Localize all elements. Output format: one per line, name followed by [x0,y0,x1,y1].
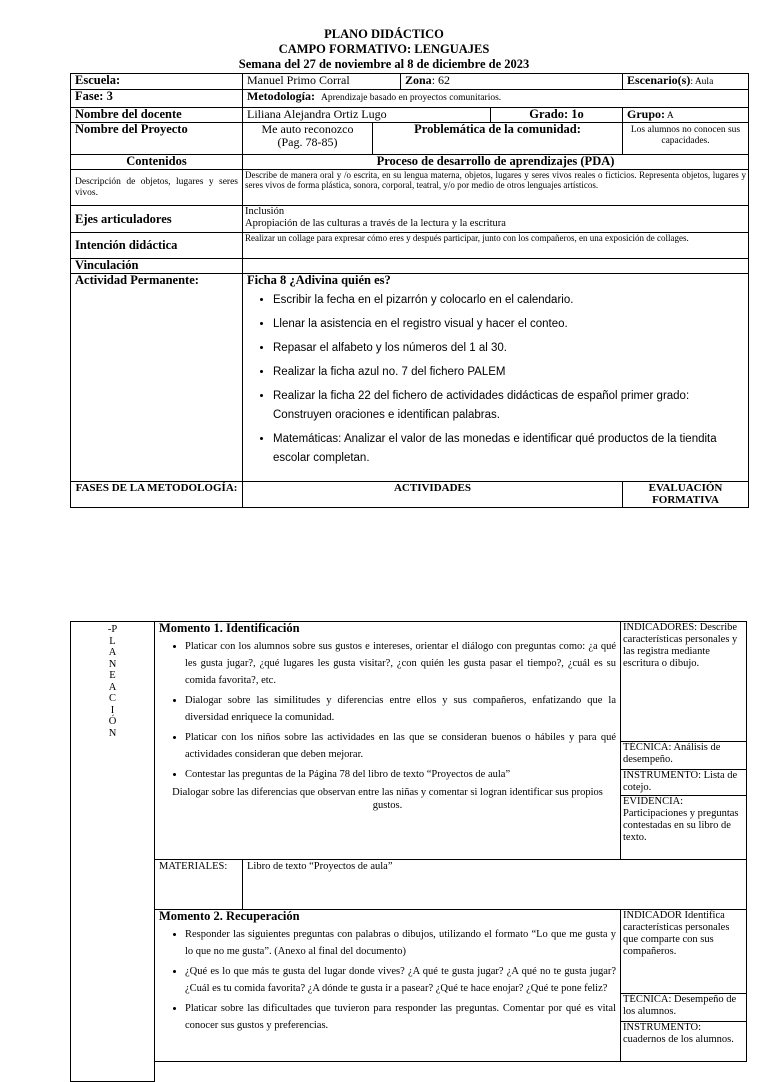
fases-label: FASES DE LA METODOLOGÍA: [71,482,243,508]
proyecto-label: Nombre del Proyecto [71,123,243,155]
ejes-value [243,206,749,233]
indicadores-1: INDICADORES: Describe características personales y las registra mediante escritura o dibujo. [621,622,747,742]
intencion-value: Realizar un collage para expresar cómo eres y después participar, junto con los compañeros, en una exposición de collages. [243,233,749,259]
list-item: • Matemáticas: Analizar el valor de las monedas e identificar qué productos de la tiendita escolar completan. [273,430,744,468]
list-item: • Responder las siguientes preguntas con palabras o dibujos, utilizando el formato “Lo que me gusta y lo que no me gusta”. (Anexo al final del documento) [185,926,616,960]
proyecto-pages: (Pag. 78-85) [277,135,338,149]
planning-table [70,621,747,1082]
document-subtitle: CAMPO FORMATIVO: LENGUAJES [278,42,490,56]
escenario-cell [623,74,749,90]
zona-label: Zona [405,73,432,87]
docente-value: Liliana Alejandra Ortiz Lugo [243,108,491,123]
tecnica-1: TÉCNICA: Análisis de desempeño. [621,742,747,770]
fase-label: Fase: 3 [71,90,243,108]
eje-inclusion: Inclusión [245,206,285,217]
list-item: • Realizar la ficha azul no. 7 del fichero PALEM [273,363,744,382]
actividad-permanente [243,274,749,482]
list-item: • Llenar la asistencia en el registro visual y hacer el conteo. [273,315,744,334]
list-item: • Platicar sobre las dificultades que tuvieron para responder las preguntas. Comentar por qué es vital conocer sus gustos y preferencias. [185,1000,616,1034]
metodologia-value: Aprendizaje basado en proyectos comunitarios. [321,93,502,103]
contenidos-label: Contenidos [71,155,243,170]
evaluacion-label: EVALUACIÓN FORMATIVA [623,482,749,508]
escenario-value: : Aula [690,77,714,87]
zona-cell [401,74,623,90]
problematica-value: Los alumnos no conocen sus capacidades. [623,123,749,155]
materiales-label: MATERIALES: [155,860,243,910]
metodologia-label: Metodología: [247,89,315,103]
instrumento-1: INSTRUMENTO: Lista de cotejo. [621,770,747,796]
zona-value: : 62 [431,73,451,87]
eje-apropiacion: Apropiación de las culturas a través de la lectura y la escritura [245,218,506,229]
pda-label: Proceso de desarrollo de aprendizajes (PDA) [243,155,749,170]
tecnica-2: TÉCNICA: Desempeño de los alumnos. [621,994,747,1022]
grupo-value: A [665,111,674,121]
momento2-cell [155,910,621,1062]
metodologia-cell [243,90,749,108]
list-item: • Realizar la ficha 22 del fichero de actividades didácticas de español primer grado: Construyen oraciones e identifican palabras. [273,387,744,425]
escuela-value: Manuel Primo Corral [243,74,401,90]
list-item: • Contestar las preguntas de la Página 78 del libro de texto “Proyectos de aula” [185,766,616,783]
indicador-2: INDICADOR Identifica características personales que comparte con sus compañeros. [621,910,747,994]
list-item: • Platicar con los niños sobre las actividades en las que se consideran buenos o hábiles y para qué actividades consideran que deben mejorar. [185,729,616,763]
plan-info-table [70,73,749,508]
momento2-list [159,926,616,1034]
list-item: • Dialogar sobre las similitudes y diferencias entre ellos y sus compañeros, enfatizando que la diversidad enriquece la comunidad. [185,692,616,726]
momento1-note: Dialogar sobre las diferencias que observan entre las niñas y comentar si logran identificar sus propios gustos. [172,787,603,811]
list-item: • ¿Qué es lo que más te gusta del lugar donde vives? ¿A qué te gusta jugar? ¿A qué no te gusta jugar? ¿Cuál es tu comida favorita? ¿A dónde te gusta ir a pasear? ¿Qué te hace enojar? ¿Qué te pone feliz? [185,963,616,997]
momento1-title: Momento 1. Identificación [159,621,300,635]
momento2-title: Momento 2. Recuperación [159,909,300,923]
ficha-title: Ficha 8 ¿Adivina quién es? [247,273,391,287]
problematica-label: Problemática de la comunidad: [373,123,623,155]
permanent-list [247,291,744,468]
document-title: PLANO DIDÁCTICO [324,27,444,41]
intencion-label: Intención didáctica [71,233,243,259]
momento1-list [159,638,616,783]
list-item: • Platicar con los alumnos sobre sus gustos e intereses, orientar el diálogo con preguntas como: ¿a qué les gusta jugar?, ¿qué lugares les gusta visitar?, ¿con quién les gusta pasar el tiempo?, ¿cuál es su comida favorita?, etc. [185,638,616,689]
grupo-label: Grupo: [627,107,666,121]
proyecto-name: Me auto reconozco [261,122,354,136]
proyecto-value [243,123,373,155]
instrumento-2: INSTRUMENTO: cuadernos de los alumnos. [621,1022,747,1062]
grado-label: Grado: 1o [491,108,623,123]
escuela-label: Escuela: [71,74,243,90]
list-item: • Repasar el alfabeto y los números del 1 al 30. [273,339,744,358]
planeacion-column [71,622,155,1082]
grupo-cell [623,108,749,123]
pda-value: Describe de manera oral y /o escrita, en su lengua materna, objetos, lugares y seres vivos reales o ficticios. Representa objetos, lugares y seres vivos de forma plástica, sonora, corporal, teatral, y/o por medio de otros lenguajes artísticos. [243,170,749,206]
actividades-label: ACTIVIDADES [243,482,623,508]
actividad-label: Actividad Permanente: [71,274,243,482]
ejes-label: Ejes articuladores [71,206,243,233]
vinculacion-value [243,259,749,274]
list-item: • Escribir la fecha en el pizarrón y colocarlo en el calendario. [273,291,744,310]
planeacion-vertical-label: -P L A N E A C I Ó N [107,624,118,739]
evidencia-1: EVIDENCIA: Participaciones y preguntas contestadas en su libro de texto. [621,796,747,860]
vinculacion-label: Vinculación [71,259,243,274]
momento1-cell [155,622,621,860]
docente-label: Nombre del docente [71,108,243,123]
materiales-value: Libro de texto “Proyectos de aula” [243,860,747,910]
contenidos-value: Descripción de objetos, lugares y seres vivos. [71,170,243,206]
document-week: Semana del 27 de noviembre al 8 de diciembre de 2023 [238,57,530,71]
escenario-label: Escenario(s) [627,73,691,87]
